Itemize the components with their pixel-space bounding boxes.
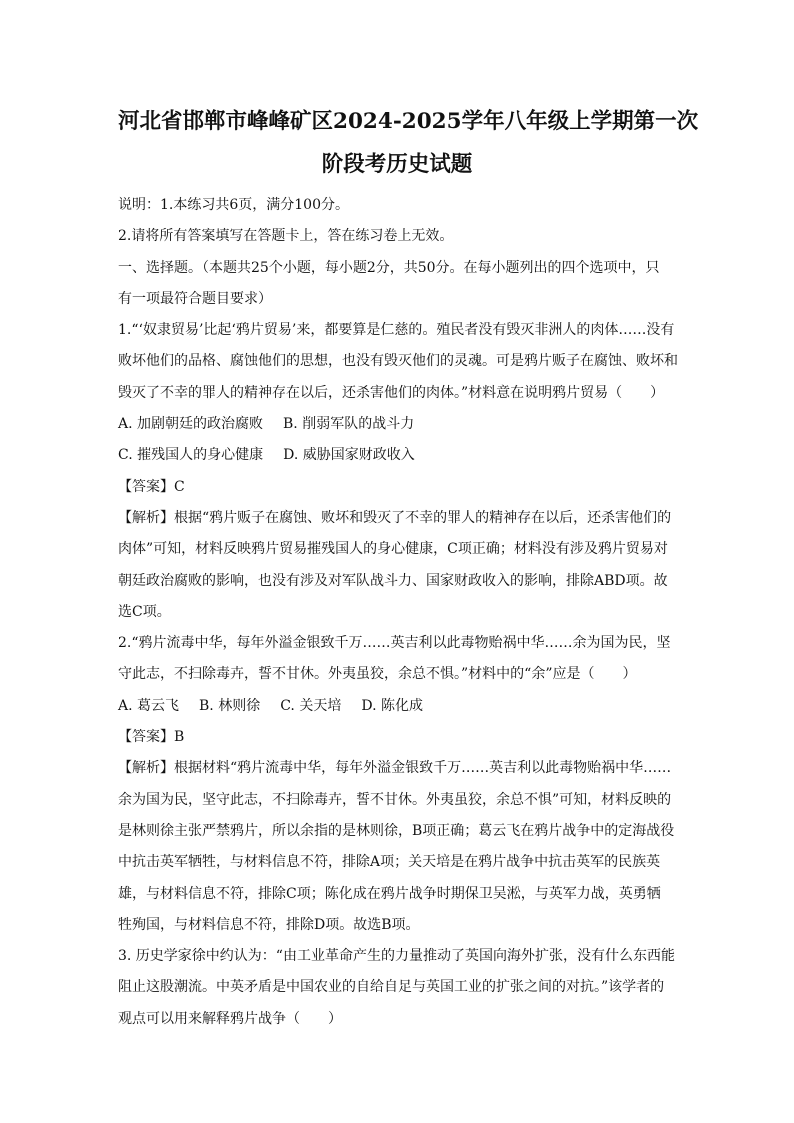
q2-option-a: A. 葛云飞	[118, 697, 180, 714]
q3-stem-line-2: 阻止这股潮流。中英矛盾是中国农业的自给自足与英国工业的扩张之间的对抗。”该学者的	[118, 979, 665, 996]
section-heading-line-1: 一、选择题。（本题共25个小题，每小题2分，共50分。在每小题列出的四个选项中，只	[118, 259, 660, 276]
title-line-1: 河北省邯郸市峰峰矿区2024-2025学年八年级上学期第一次	[118, 109, 699, 134]
section-heading-line-2: 有一项最符合题目要求）	[118, 290, 272, 307]
q1-stem-line-2: 败坏他们的品格、腐蚀他们的思想，也没有毁灭他们的灵魂。可是鸦片贩子在腐蚀、败坏和	[118, 353, 678, 370]
q1-answer: 【答案】C	[118, 478, 185, 495]
document-title	[118, 100, 699, 186]
q3-stem-line-1: 3. 历史学家徐中约认为：“由工业革命产生的力量推动了英国向海外扩张，没有什么东西能	[118, 948, 675, 965]
q1-option-c: C. 摧残国人的身心健康	[118, 447, 264, 464]
section-heading	[118, 253, 676, 316]
q1-options-row-2	[118, 440, 676, 471]
q2-analysis-line-4: 中抗击英军牺牲，与材料信息不符，排除A项；关天培是在鸦片战争中抗击英军的民族英	[118, 854, 661, 871]
q2-options-row	[118, 691, 676, 722]
document-page	[118, 100, 699, 1035]
q1-analysis-line-2: 肉体”可知，材料反映鸦片贸易摧残国人的身心健康，C项正确；材料没有涉及鸦片贸易对	[118, 541, 668, 558]
q1-stem-line-1: 1.“‘奴隶贸易’比起‘鸦片贸易’来，都要算是仁慈的。殖民者没有毁灭非洲人的肉体……没有	[118, 322, 675, 339]
q2-analysis-line-6: 牲殉国，与材料信息不符，排除D项。故选B项。	[118, 916, 420, 933]
q2-option-d: D. 陈化成	[361, 697, 423, 714]
note-2: 2.请将所有答案填写在答题卡上，答在练习卷上无效。	[118, 228, 454, 245]
title-line-2: 阶段考历史试题	[321, 152, 473, 177]
q2-analysis-line-3: 是林则徐主张严禁鸦片，所以余指的是林则徐，B项正确；葛云飞在鸦片战争中的定海战役	[118, 822, 675, 839]
q2-answer: 【答案】B	[118, 729, 185, 746]
q2-analysis-line-2: 余为国为民，坚守此志，不扫除毒卉，誓不甘休。外夷虽狡，余总不惧”可知，材料反映的	[118, 791, 672, 808]
q1-analysis-line-1: 【解析】根据“鸦片贩子在腐蚀、败坏和毁灭了不幸的罪人的精神存在以后，还杀害他们的	[118, 509, 672, 526]
question-1	[118, 315, 676, 628]
q3-stem-line-3: 观点可以用来解释鸦片战争（ ）	[118, 1010, 342, 1027]
q2-analysis-line-1: 【解析】根据材料“鸦片流毒中华，每年外溢金银致千万……英吉利以此毒物贻祸中华……	[118, 760, 672, 777]
note-1: 说明：1.本练习共6页，满分100分。	[118, 197, 349, 213]
q1-options-row-1	[118, 409, 676, 440]
q2-analysis-line-5: 雄，与材料信息不符，排除C项；陈化成在鸦片战争时期保卫吴淞，与英军力战，英勇牺	[118, 885, 661, 902]
q1-analysis-line-4: 选C项。	[118, 603, 171, 620]
instructions	[118, 190, 676, 253]
q1-stem-line-3: 毁灭了不幸的罪人的精神存在以后，还杀害他们的肉体。”材料意在说明鸦片贸易（ ）	[118, 384, 665, 401]
question-3	[118, 941, 676, 1035]
q1-option-a: A. 加剧朝廷的政治腐败	[118, 416, 264, 433]
question-2	[118, 628, 676, 941]
q1-option-b: B. 削弱军队的战斗力	[283, 416, 415, 433]
q2-stem-line-1: 2.“鸦片流毒中华，每年外溢金银致千万……英吉利以此毒物贻祸中华……余为国为民，坚	[118, 635, 671, 652]
q2-stem-line-2: 守此志，不扫除毒卉，誓不甘休。外夷虽狡，余总不惧。”材料中的“余”应是（ ）	[118, 666, 637, 683]
q1-analysis-line-3: 朝廷政治腐败的影响，也没有涉及对军队战斗力、国家财政收入的影响，排除ABD项。故	[118, 572, 668, 589]
q1-option-d: D. 威胁国家财政收入	[283, 447, 415, 464]
q2-option-c: C. 关天培	[280, 697, 342, 714]
q2-option-b: B. 林则徐	[199, 697, 261, 714]
